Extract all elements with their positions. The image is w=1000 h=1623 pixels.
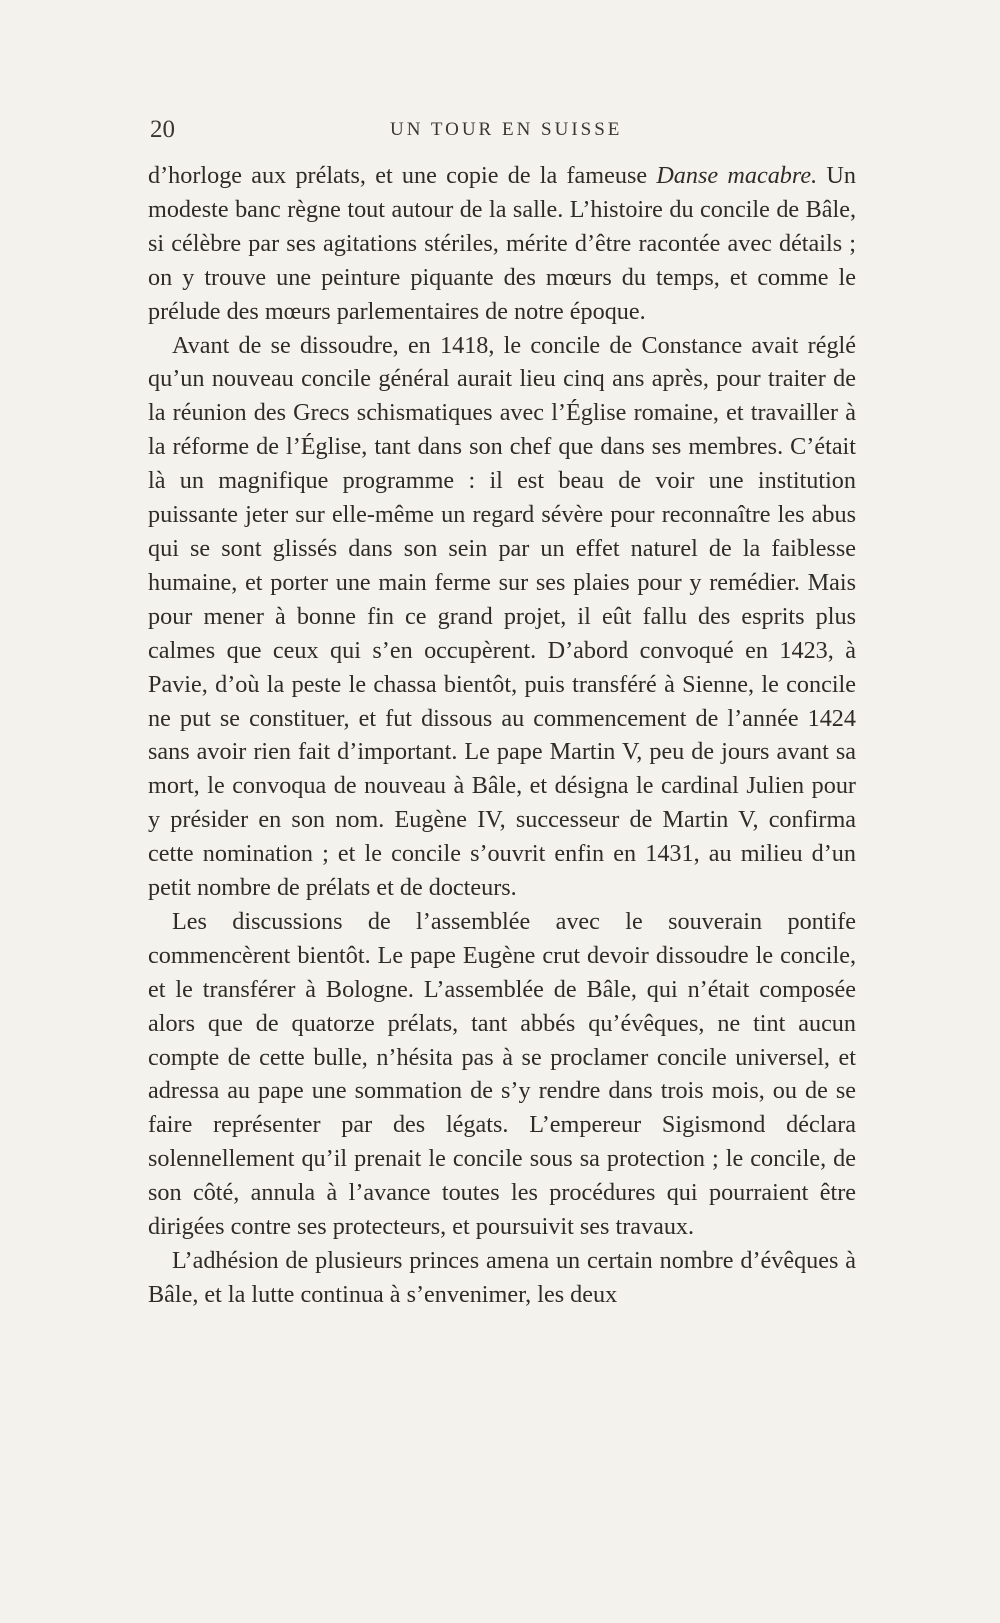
italic-title: Danse macabre. [656,162,818,189]
paragraph-2: Avant de se dissoudre, en 1418, le concile de Constance avait réglé qu’un nouveau concile général aurait lieu cinq ans après, pour traiter de la réunion des Grecs schismatiques avec l’Église romaine, et travailler à la réforme de l’Église, tant dans son chef que dans ses membres. C’était là un magnifique programme : il est beau de voir une institution puissante jeter sur elle-même un regard sévère pour reconnaître les abus qui se sont glissés dans son sein par un effet naturel de la faiblesse humaine, et porter une main ferme sur ses plaies pour y remédier. Mais pour mener à bonne fin ce grand projet, il eût fallu des esprits plus calmes que ceux qui s’en occupèrent. D’abord convoqué en 1423, à Pavie, d’où la peste le chassa bientôt, puis transféré à Sienne, le concile ne put se constituer, et fut dissous au commencement de l’année 1424 sans avoir rien fait d’important. Le pape Martin V, peu de jours avant sa mort, le convoqua de nouveau à Bâle, et désigna le cardinal Julien pour y présider en son nom. Eugène IV, successeur de Martin V, confirma cette nomination ; et le concile s’ouvrit enfin en 1431, au milieu d’un petit nombre de prélats et de docteurs. [148,331,856,902]
running-head: UN TOUR EN SUISSE [390,119,623,140]
paragraph-1-start: d’horloge aux prélats, et une copie de la fameuse [148,162,657,189]
page-header [150,116,855,148]
paragraph-3: Les discussions de l’assemblée avec le souverain pontife commencèrent bientôt. Le pape Eugène crut devoir dissoudre le concile, et le transférer à Bologne. L’assemblée de Bâle, qui n’était composée alors que de quatorze prélats, tant abbés qu’évêques, ne tint aucun compte de cette bulle, n’hésita pas à se proclamer concile universel, et adressa au pape une sommation de s’y rendre dans trois mois, ou de se faire représenter par des légats. L’empereur Sigismond déclara solennellement qu’il prenait le concile sous sa protection ; le concile, de son côté, annula à l’avance toutes les procédures qui pourraient être dirigées contre ses protecteurs, et poursuivit ses travaux. [148,907,856,1241]
paragraph-1 [148,159,856,329]
body-text [148,159,856,1312]
paragraph-1-end: Un modeste banc règne tout autour de la salle. L’histoire du concile de Bâle, si célèbre par ses agitations stériles, mérite d’être racontée avec détails ; on y trouve une peinture piquante des mœurs du temps, et comme le prélude des mœurs parlementaires de notre époque. [148,162,856,325]
page-number: 20 [150,116,175,143]
paragraph-4: L’adhésion de plusieurs princes amena un certain nombre d’évêques à Bâle, et la lutte continua à s’envenimer, les deux [148,1247,856,1308]
